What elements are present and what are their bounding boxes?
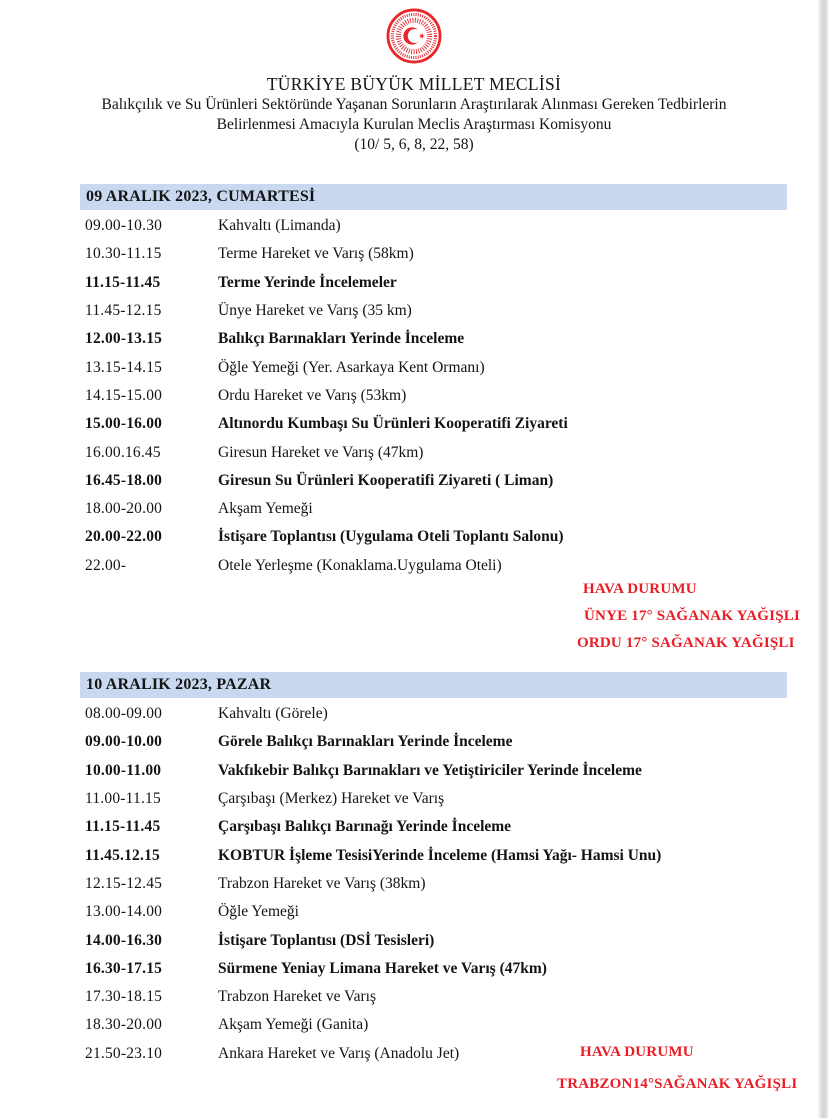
row-activity: Akşam Yemeği <box>218 500 313 518</box>
row-activity: Görele Balıkçı Barınakları Yerinde İnceleme <box>218 733 513 751</box>
schedule-row <box>80 523 787 551</box>
schedule-row <box>80 212 787 240</box>
row-time: 12.00-13.15 <box>85 330 163 348</box>
schedule-row <box>80 353 787 381</box>
row-time: 21.50-23.10 <box>85 1044 163 1062</box>
weather-line-ordu: ORDU 17° SAĞANAK YAĞIŞLI <box>577 635 795 651</box>
row-time: 17.30-18.15 <box>85 988 163 1006</box>
schedule-row <box>80 870 787 898</box>
schedule-row <box>80 467 787 495</box>
day-header-saturday: 09 ARALIK 2023, CUMARTESİ <box>80 184 787 210</box>
row-activity: Çarşıbaşı Balıkçı Barınağı Yerinde İnceleme <box>218 818 512 836</box>
schedule-row <box>80 269 787 297</box>
row-activity: Öğle Yemeği (Yer. Asarkaya Kent Ormanı) <box>218 358 485 376</box>
row-activity: İstişare Toplantısı (DSİ Tesisleri) <box>218 931 435 949</box>
row-activity: Kahvaltı (Limanda) <box>218 217 341 235</box>
document-header <box>0 8 828 155</box>
row-activity: Otele Yerleşme (Konaklama.Uygulama Oteli) <box>218 556 502 574</box>
row-activity: KOBTUR İşleme TesisiYerinde İnceleme (Hamsi Yağı- Hamsi Unu) <box>218 846 662 864</box>
schedule-row <box>80 410 787 438</box>
row-time: 08.00-09.00 <box>85 705 163 723</box>
day-section-saturday <box>80 184 787 580</box>
row-time: 18.00-20.00 <box>85 500 163 518</box>
weather-heading-day2: HAVA DURUMU <box>580 1044 694 1060</box>
row-time: 12.15-12.45 <box>85 874 163 892</box>
weather-line-trabzon: TRABZON14°SAĞANAK YAĞIŞLI <box>557 1076 798 1092</box>
row-activity: Çarşıbaşı (Merkez) Hareket ve Varış <box>218 790 445 808</box>
row-activity: Ünye Hareket ve Varış (35 km) <box>218 302 412 320</box>
schedule-row <box>80 983 787 1011</box>
row-activity: Vakfıkebir Balıkçı Barınakları ve Yetiştiriciler Yerinde İnceleme <box>218 761 642 779</box>
schedule-row <box>80 240 787 268</box>
schedule-row <box>80 700 787 728</box>
weather-line-unye: ÜNYE 17° SAĞANAK YAĞIŞLI <box>584 608 800 624</box>
document-subtitle-line2: Belirlenmesi Amacıyla Kurulan Meclis Araştırması Komisyonu <box>216 116 612 133</box>
schedule-row <box>80 926 787 954</box>
row-time: 15.00-16.00 <box>85 415 163 433</box>
row-activity: Balıkçı Barınakları Yerinde İnceleme <box>218 330 465 348</box>
row-activity: Altınordu Kumbaşı Su Ürünleri Kooperatifi Ziyareti <box>218 415 568 433</box>
tbmm-emblem-logo <box>386 8 442 64</box>
schedule-row <box>80 297 787 325</box>
row-activity: Öğle Yemeği <box>218 903 299 921</box>
schedule-row <box>80 495 787 523</box>
row-activity: Trabzon Hareket ve Varış <box>218 988 376 1006</box>
row-time: 11.00-11.15 <box>85 790 161 808</box>
row-activity: Trabzon Hareket ve Varış (38km) <box>218 874 426 892</box>
row-time: 11.15-11.45 <box>85 273 161 291</box>
schedule-row <box>80 757 787 785</box>
row-time: 16.45-18.00 <box>85 471 163 489</box>
row-time: 13.15-14.15 <box>85 358 163 376</box>
row-time: 11.45.12.15 <box>85 846 160 864</box>
row-time: 09.00-10.30 <box>85 217 163 235</box>
row-time: 11.45-12.15 <box>85 302 162 320</box>
tbmm-emblem-icon <box>386 8 442 64</box>
document-subtitle-line1: Balıkçılık ve Su Ürünleri Sektöründe Yaşanan Sorunların Araştırılarak Alınması Gereken Tedbirlerin <box>101 96 727 113</box>
row-time: 22.00- <box>85 556 127 574</box>
row-activity: Sürmene Yeniay Limana Hareket ve Varış (47km) <box>218 959 547 977</box>
row-activity: İstişare Toplantısı (Uygulama Oteli Toplantı Salonu) <box>218 528 564 546</box>
document-title: TÜRKİYE BÜYÜK MİLLET MECLİSİ <box>266 74 562 94</box>
schedule-row <box>80 841 787 869</box>
schedule-row <box>80 1011 787 1039</box>
commission-reference-numbers: (10/ 5, 6, 8, 22, 58) <box>354 136 474 153</box>
weather-heading-day1: HAVA DURUMU <box>583 581 697 597</box>
schedule-row <box>80 382 787 410</box>
schedule-row <box>80 728 787 756</box>
schedule-row <box>80 898 787 926</box>
schedule-row <box>80 438 787 466</box>
day-header-sunday: 10 ARALIK 2023, PAZAR <box>80 672 787 698</box>
day-section-sunday <box>80 672 787 1068</box>
row-time: 14.00-16.30 <box>85 931 163 949</box>
row-activity: Ankara Hareket ve Varış (Anadolu Jet) <box>218 1044 460 1062</box>
row-time: 16.30-17.15 <box>85 959 163 977</box>
row-activity: Terme Hareket ve Varış (58km) <box>218 245 414 263</box>
row-time: 18.30-20.00 <box>85 1016 163 1034</box>
row-time: 11.15-11.45 <box>85 818 161 836</box>
row-activity: Terme Yerinde İncelemeler <box>218 273 397 291</box>
row-time: 13.00-14.00 <box>85 903 163 921</box>
page-edge-shadow <box>818 0 828 1118</box>
row-time: 16.00.16.45 <box>85 443 161 461</box>
row-activity: Kahvaltı (Görele) <box>218 705 328 723</box>
schedule-row <box>80 813 787 841</box>
schedule-row <box>80 552 787 580</box>
row-activity: Giresun Su Ürünleri Kooperatifi Ziyareti ( Liman) <box>218 471 554 489</box>
schedule-row <box>80 955 787 983</box>
schedule-row <box>80 785 787 813</box>
row-activity: Akşam Yemeği (Ganita) <box>218 1016 369 1034</box>
row-activity: Ordu Hareket ve Varış (53km) <box>218 386 407 404</box>
schedule-rows <box>80 698 787 1068</box>
row-activity: Giresun Hareket ve Varış (47km) <box>218 443 424 461</box>
row-time: 20.00-22.00 <box>85 528 163 546</box>
schedule-rows <box>80 210 787 580</box>
row-time: 14.15-15.00 <box>85 386 163 404</box>
schedule-row <box>80 325 787 353</box>
row-time: 09.00-10.00 <box>85 733 163 751</box>
row-time: 10.30-11.15 <box>85 245 162 263</box>
row-time: 10.00-11.00 <box>85 761 162 779</box>
